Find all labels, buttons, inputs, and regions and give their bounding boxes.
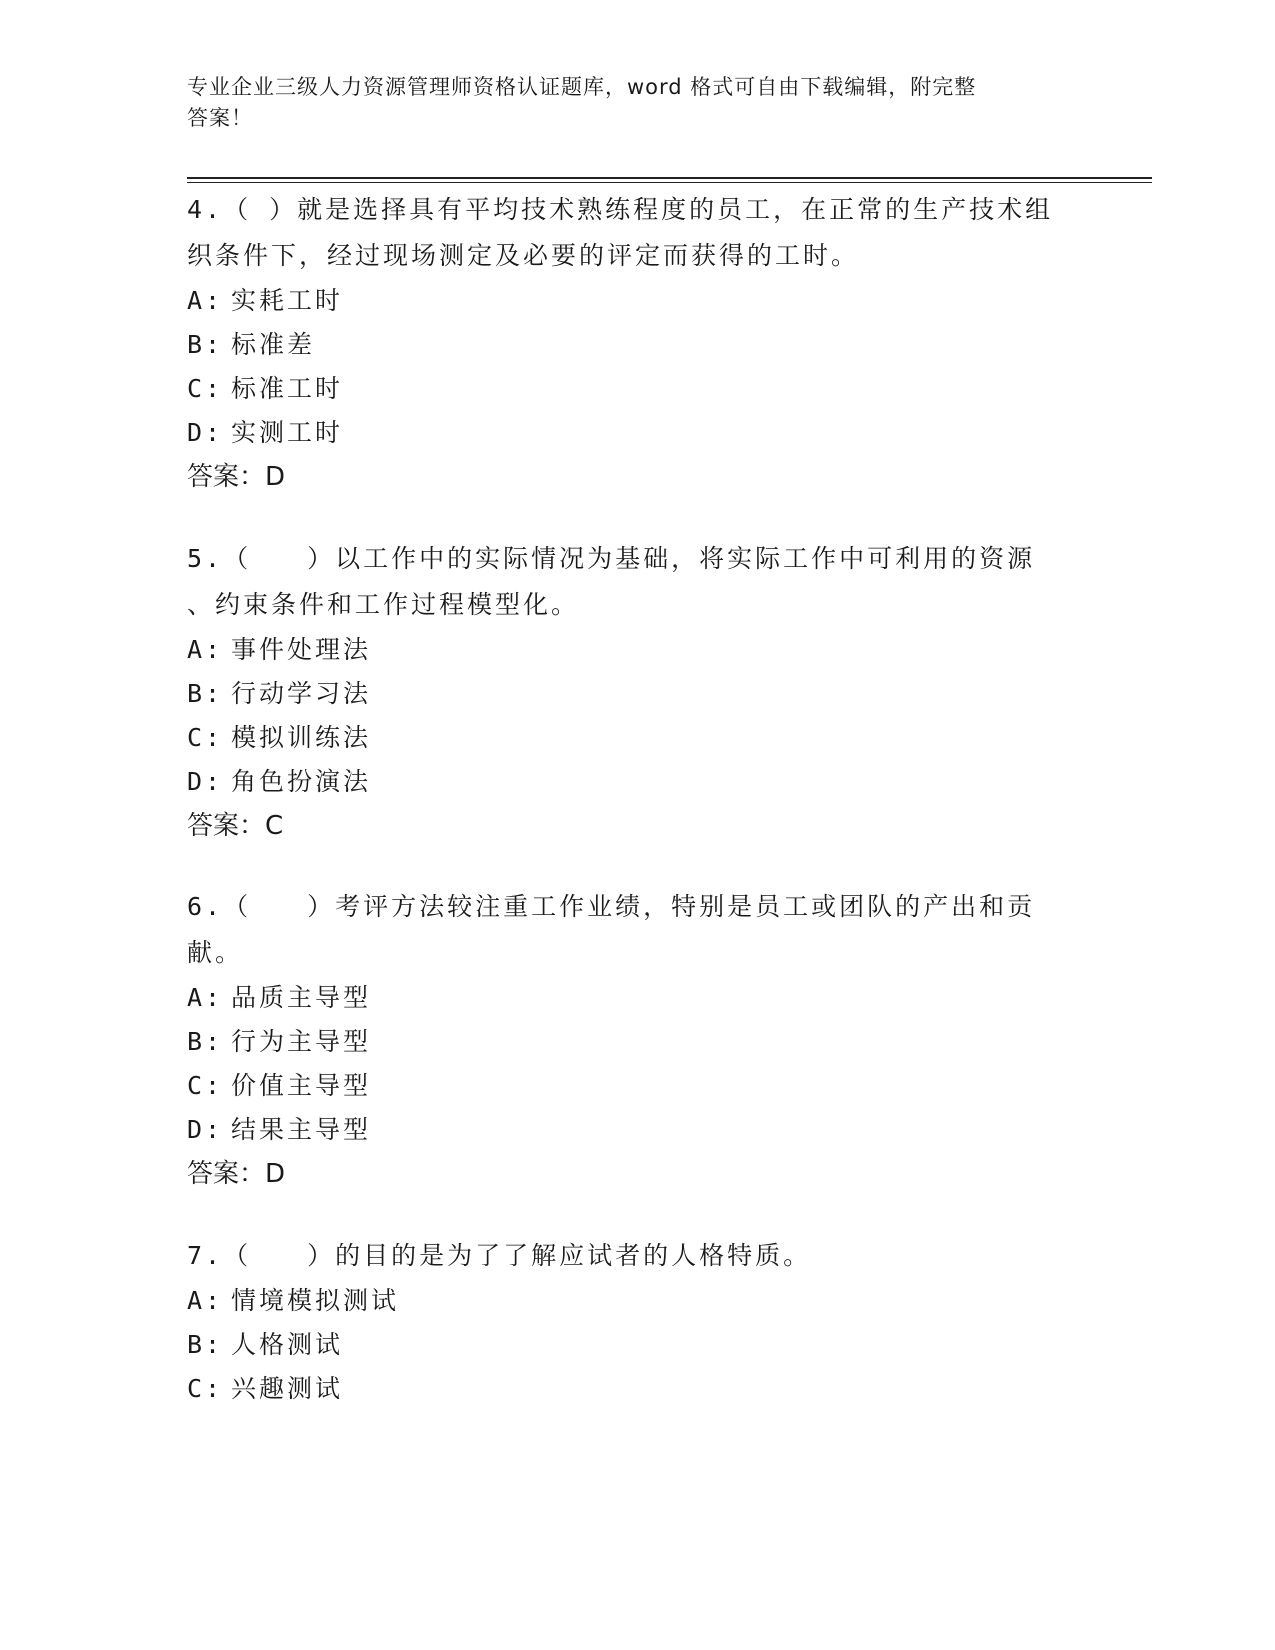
question-5 bbox=[187, 536, 1067, 848]
document-header bbox=[187, 72, 1067, 134]
question-stem: 6.（ ）考评方法较注重工作业绩，特别是员工或团队的产出和贡 bbox=[187, 892, 1036, 921]
header-line-1: 专业企业三级人力资源管理师资格认证题库，word 格式可自由下载编辑，附完整 bbox=[187, 75, 977, 99]
header-line-2: 答案！ bbox=[187, 106, 253, 130]
question-7 bbox=[187, 1233, 1067, 1411]
question-4 bbox=[187, 187, 1067, 499]
answer-label: 答案：D bbox=[187, 462, 286, 492]
option-d: D: 结果主导型 bbox=[187, 1115, 372, 1144]
question-stem: 5.（ ）以工作中的实际情况为基础，将实际工作中可利用的资源 bbox=[187, 544, 1036, 573]
option-b: B: 人格测试 bbox=[187, 1330, 344, 1359]
question-stem-cont: 织条件下，经过现场测定及必要的评定而获得的工时。 bbox=[187, 241, 860, 270]
question-6 bbox=[187, 884, 1067, 1196]
option-c: C: 模拟训练法 bbox=[187, 723, 372, 752]
option-a: A: 事件处理法 bbox=[187, 635, 372, 664]
option-c: C: 标准工时 bbox=[187, 374, 344, 403]
answer-label: 答案：C bbox=[187, 811, 284, 841]
question-stem: 4.（ ）就是选择具有平均技术熟练程度的员工，在正常的生产技术组 bbox=[187, 195, 1054, 224]
header-divider-thin bbox=[187, 182, 1152, 183]
question-stem: 7.（ ）的目的是为了了解应试者的人格特质。 bbox=[187, 1241, 812, 1270]
option-d: D: 角色扮演法 bbox=[187, 767, 372, 796]
question-stem-cont: 献。 bbox=[187, 938, 244, 967]
option-d: D: 实测工时 bbox=[187, 418, 344, 447]
option-a: A: 实耗工时 bbox=[187, 286, 344, 315]
option-c: C: 价值主导型 bbox=[187, 1071, 372, 1100]
header-divider bbox=[187, 177, 1152, 179]
option-b: B: 行为主导型 bbox=[187, 1027, 372, 1056]
option-b: B: 行动学习法 bbox=[187, 679, 372, 708]
answer-label: 答案：D bbox=[187, 1159, 286, 1189]
option-b: B: 标准差 bbox=[187, 330, 316, 359]
option-a: A: 情境模拟测试 bbox=[187, 1286, 400, 1315]
option-c: C: 兴趣测试 bbox=[187, 1374, 344, 1403]
question-stem-cont: 、约束条件和工作过程模型化。 bbox=[187, 590, 580, 619]
option-a: A: 品质主导型 bbox=[187, 983, 372, 1012]
